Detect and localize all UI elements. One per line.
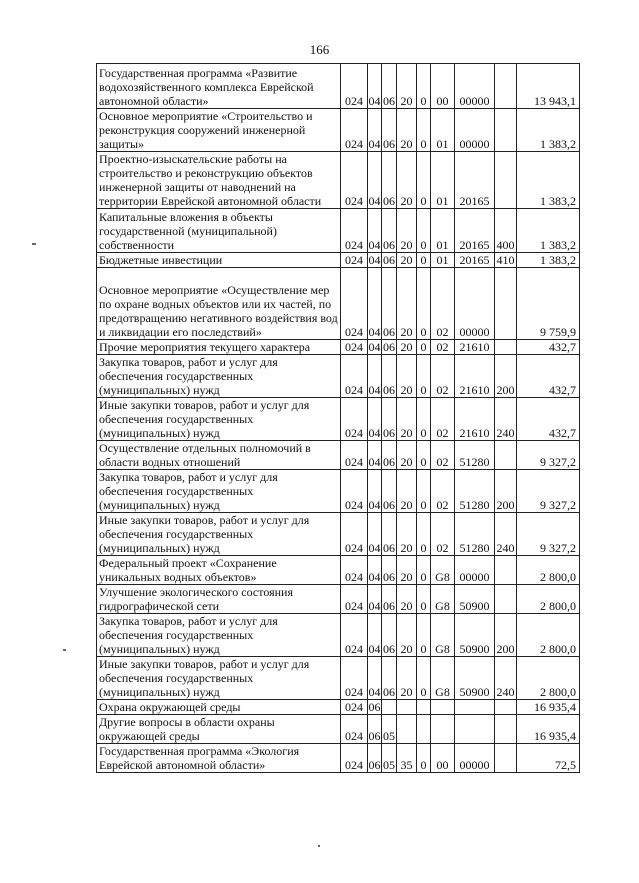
cell-pr: 06 bbox=[382, 470, 397, 513]
cell-name: Охрана окружающей среды bbox=[97, 700, 341, 715]
cell-vr: 200 bbox=[495, 355, 517, 398]
cell-event: G8 bbox=[431, 585, 455, 614]
cell-name: Федеральный проект «Сохранение уникальных водных объектов» bbox=[97, 556, 341, 585]
cell-program bbox=[397, 715, 417, 744]
margin-mark bbox=[32, 243, 36, 245]
table-row bbox=[97, 64, 580, 109]
table-row bbox=[97, 585, 580, 614]
table-row bbox=[97, 715, 580, 744]
cell-subprogram: 0 bbox=[417, 441, 431, 470]
cell-name: Проектно-изыскательские работы на строительство и реконструкцию объектов инженерной защиты от наводнений на территории Еврейской автономной области bbox=[97, 152, 341, 209]
cell-rz: 04 bbox=[368, 152, 382, 209]
cell-amount: 432,7 bbox=[517, 355, 580, 398]
cell-program: 20 bbox=[397, 64, 417, 109]
cell-pr: 06 bbox=[382, 64, 397, 109]
cell-event: 02 bbox=[431, 268, 455, 340]
cell-direction: 51280 bbox=[455, 513, 495, 556]
cell-vr bbox=[495, 715, 517, 744]
cell-subprogram: 0 bbox=[417, 556, 431, 585]
cell-program: 20 bbox=[397, 513, 417, 556]
cell-vr bbox=[495, 700, 517, 715]
cell-direction: 21610 bbox=[455, 340, 495, 355]
cell-direction: 00000 bbox=[455, 268, 495, 340]
cell-rz: 04 bbox=[368, 209, 382, 253]
cell-amount: 1 383,2 bbox=[517, 209, 580, 253]
cell-name: Иные закупки товаров, работ и услуг для обеспечения государственных (муниципальных) нужд bbox=[97, 513, 341, 556]
cell-rz: 04 bbox=[368, 513, 382, 556]
cell-grbs: 024 bbox=[341, 268, 368, 340]
table-row bbox=[97, 700, 580, 715]
cell-rz: 04 bbox=[368, 355, 382, 398]
cell-subprogram: 0 bbox=[417, 152, 431, 209]
cell-direction bbox=[455, 700, 495, 715]
cell-vr bbox=[495, 152, 517, 209]
cell-amount: 72,5 bbox=[517, 744, 580, 773]
cell-direction: 00000 bbox=[455, 109, 495, 152]
cell-pr: 06 bbox=[382, 585, 397, 614]
cell-rz: 04 bbox=[368, 614, 382, 657]
cell-event: 01 bbox=[431, 109, 455, 152]
cell-event: G8 bbox=[431, 614, 455, 657]
cell-subprogram: 0 bbox=[417, 585, 431, 614]
table-body bbox=[97, 64, 580, 773]
cell-subprogram: 0 bbox=[417, 513, 431, 556]
cell-vr: 200 bbox=[495, 470, 517, 513]
cell-grbs: 024 bbox=[341, 64, 368, 109]
cell-vr bbox=[495, 109, 517, 152]
cell-name: Закупка товаров, работ и услуг для обеспечения государственных (муниципальных) нужд bbox=[97, 355, 341, 398]
cell-grbs: 024 bbox=[341, 152, 368, 209]
cell-amount: 16 935,4 bbox=[517, 700, 580, 715]
cell-amount: 9 327,2 bbox=[517, 441, 580, 470]
cell-program: 20 bbox=[397, 556, 417, 585]
cell-pr: 06 bbox=[382, 657, 397, 700]
cell-name: Улучшение экологического состояния гидрографической сети bbox=[97, 585, 341, 614]
cell-vr bbox=[495, 64, 517, 109]
table-row bbox=[97, 209, 580, 253]
page-number: 166 bbox=[309, 42, 330, 57]
table-row bbox=[97, 268, 580, 340]
cell-rz: 04 bbox=[368, 470, 382, 513]
cell-vr bbox=[495, 268, 517, 340]
cell-direction: 51280 bbox=[455, 441, 495, 470]
cell-vr: 200 bbox=[495, 614, 517, 657]
cell-name: Основное мероприятие «Осуществление мер по охране водных объектов или их частей, по предотвращению негативного воздействия вод и ликвидации его последствий» bbox=[97, 268, 341, 340]
cell-name: Капитальные вложения в объекты государственной (муниципальной) собственности bbox=[97, 209, 341, 253]
cell-rz: 04 bbox=[368, 556, 382, 585]
cell-vr: 400 bbox=[495, 209, 517, 253]
cell-pr: 06 bbox=[382, 441, 397, 470]
cell-subprogram: 0 bbox=[417, 340, 431, 355]
cell-event: 02 bbox=[431, 340, 455, 355]
cell-amount: 432,7 bbox=[517, 398, 580, 441]
cell-program: 20 bbox=[397, 109, 417, 152]
cell-grbs: 024 bbox=[341, 513, 368, 556]
cell-subprogram: 0 bbox=[417, 355, 431, 398]
margin-mark bbox=[318, 845, 320, 847]
cell-pr: 06 bbox=[382, 152, 397, 209]
cell-event bbox=[431, 700, 455, 715]
cell-pr: 06 bbox=[382, 513, 397, 556]
cell-event: 02 bbox=[431, 470, 455, 513]
cell-subprogram: 0 bbox=[417, 470, 431, 513]
table-row bbox=[97, 152, 580, 209]
cell-amount: 1 383,2 bbox=[517, 253, 580, 268]
cell-grbs: 024 bbox=[341, 700, 368, 715]
cell-grbs: 024 bbox=[341, 657, 368, 700]
cell-rz: 06 bbox=[368, 744, 382, 773]
cell-rz: 06 bbox=[368, 700, 381, 714]
cell-name: Закупка товаров, работ и услуг для обеспечения государственных (муниципальных) нужд bbox=[97, 614, 341, 657]
cell-vr bbox=[495, 441, 517, 470]
cell-direction: 50900 bbox=[455, 585, 495, 614]
cell-vr: 410 bbox=[496, 253, 515, 267]
cell-grbs: 024 bbox=[341, 470, 368, 513]
cell-name: Иные закупки товаров, работ и услуг для обеспечения государственных (муниципальных) нужд bbox=[97, 657, 341, 700]
cell-subprogram: 0 bbox=[417, 268, 431, 340]
cell-grbs: 024 bbox=[341, 556, 368, 585]
cell-pr: 06 bbox=[382, 209, 397, 253]
cell-amount: 2 800,0 bbox=[517, 657, 580, 700]
cell-vr bbox=[495, 556, 517, 585]
cell-program: 20 bbox=[397, 355, 417, 398]
cell-event: 02 bbox=[431, 398, 455, 441]
budget-table bbox=[96, 63, 580, 773]
cell-vr bbox=[495, 340, 517, 355]
table-row bbox=[97, 253, 580, 268]
cell-amount: 9 327,2 bbox=[517, 470, 580, 513]
cell-direction: 51280 bbox=[455, 470, 495, 513]
cell-amount: 2 800,0 bbox=[517, 614, 580, 657]
cell-rz: 04 bbox=[368, 398, 382, 441]
cell-program: 20 bbox=[397, 398, 417, 441]
cell-pr: 06 bbox=[382, 398, 397, 441]
cell-name: Прочие мероприятия текущего характера bbox=[97, 340, 341, 355]
cell-program: 20 bbox=[397, 209, 417, 253]
cell-grbs: 024 bbox=[341, 209, 368, 253]
cell-grbs: 024 bbox=[341, 614, 368, 657]
cell-amount: 1 383,2 bbox=[517, 152, 580, 209]
table-row bbox=[97, 744, 580, 773]
cell-amount: 13 943,1 bbox=[517, 64, 580, 109]
cell-direction: 20165 bbox=[455, 253, 495, 268]
cell-pr: 05 bbox=[382, 744, 397, 773]
cell-pr: 06 bbox=[382, 268, 397, 340]
cell-subprogram: 0 bbox=[417, 744, 431, 773]
cell-direction: 20165 bbox=[455, 209, 495, 253]
cell-event: 02 bbox=[431, 355, 455, 398]
cell-grbs: 024 bbox=[341, 355, 368, 398]
cell-subprogram bbox=[417, 715, 431, 744]
cell-name: Государственная программа «Развитие водохозяйственного комплекса Еврейской автономной области» bbox=[97, 64, 341, 109]
cell-pr: 06 bbox=[382, 109, 397, 152]
cell-rz: 04 bbox=[368, 585, 382, 614]
cell-grbs: 024 bbox=[341, 715, 368, 744]
cell-program: 35 bbox=[397, 744, 417, 773]
cell-rz: 04 bbox=[368, 441, 382, 470]
cell-name: Закупка товаров, работ и услуг для обеспечения государственных (муниципальных) нужд bbox=[97, 470, 341, 513]
cell-amount: 16 935,4 bbox=[517, 715, 580, 744]
cell-pr: 06 bbox=[383, 340, 395, 354]
table-row bbox=[97, 340, 580, 355]
table-row bbox=[97, 398, 580, 441]
table-row bbox=[97, 513, 580, 556]
cell-name: Другие вопросы в области охраны окружающей среды bbox=[97, 715, 341, 744]
cell-vr: 240 bbox=[495, 657, 517, 700]
cell-event: 02 bbox=[431, 441, 455, 470]
cell-vr: 240 bbox=[495, 398, 517, 441]
cell-event bbox=[431, 715, 455, 744]
table-row bbox=[97, 556, 580, 585]
cell-event: 02 bbox=[431, 513, 455, 556]
cell-amount: 1 383,2 bbox=[517, 109, 580, 152]
cell-rz: 04 bbox=[368, 657, 382, 700]
cell-amount: 9 327,2 bbox=[517, 513, 580, 556]
cell-name: Осуществление отдельных полномочий в области водных отношений bbox=[97, 441, 341, 470]
cell-program: 20 bbox=[397, 268, 417, 340]
cell-program: 20 bbox=[397, 441, 417, 470]
cell-pr: 06 bbox=[383, 253, 395, 267]
cell-program: 20 bbox=[397, 253, 417, 268]
cell-grbs: 024 bbox=[341, 253, 368, 268]
cell-vr bbox=[495, 585, 517, 614]
cell-rz: 04 bbox=[368, 268, 382, 340]
table-row bbox=[97, 109, 580, 152]
cell-program: 20 bbox=[397, 470, 417, 513]
cell-direction: 50900 bbox=[455, 614, 495, 657]
cell-direction: 20165 bbox=[455, 152, 495, 209]
cell-pr: 06 bbox=[382, 614, 397, 657]
cell-event: G8 bbox=[431, 556, 455, 585]
cell-amount: 432,7 bbox=[517, 340, 580, 355]
cell-direction: 21610 bbox=[455, 398, 495, 441]
cell-subprogram: 0 bbox=[417, 64, 431, 109]
cell-grbs: 024 bbox=[341, 744, 368, 773]
cell-amount: 2 800,0 bbox=[517, 585, 580, 614]
cell-event: 01 bbox=[431, 152, 455, 209]
cell-direction: 50900 bbox=[455, 657, 495, 700]
cell-event: 00 bbox=[431, 64, 455, 109]
cell-program bbox=[397, 700, 417, 715]
cell-name: Государственная программа «Экология Еврейской автономной области» bbox=[97, 744, 341, 773]
table-row bbox=[97, 355, 580, 398]
cell-direction bbox=[455, 715, 495, 744]
cell-direction: 00000 bbox=[455, 556, 495, 585]
cell-grbs: 024 bbox=[341, 340, 368, 355]
cell-pr bbox=[382, 700, 397, 715]
cell-name: Бюджетные инвестиции bbox=[97, 253, 341, 268]
cell-name: Иные закупки товаров, работ и услуг для обеспечения государственных (муниципальных) нужд bbox=[97, 398, 341, 441]
cell-direction: 00000 bbox=[455, 64, 495, 109]
cell-subprogram bbox=[417, 700, 431, 715]
cell-name: Основное мероприятие «Строительство и реконструкция сооружений инженерной защиты» bbox=[97, 109, 341, 152]
table-row bbox=[97, 657, 580, 700]
cell-subprogram: 0 bbox=[417, 657, 431, 700]
cell-grbs: 024 bbox=[341, 109, 368, 152]
cell-grbs: 024 bbox=[341, 441, 368, 470]
cell-direction: 21610 bbox=[455, 355, 495, 398]
cell-vr: 240 bbox=[495, 513, 517, 556]
cell-event: G8 bbox=[431, 657, 455, 700]
cell-rz: 04 bbox=[368, 253, 381, 267]
cell-vr bbox=[495, 744, 517, 773]
cell-grbs: 024 bbox=[341, 585, 368, 614]
cell-subprogram: 0 bbox=[417, 209, 431, 253]
cell-pr: 06 bbox=[382, 355, 397, 398]
cell-subprogram: 0 bbox=[417, 109, 431, 152]
margin-mark bbox=[63, 649, 66, 651]
cell-program: 20 bbox=[397, 657, 417, 700]
cell-event: 00 bbox=[431, 744, 455, 773]
table-row bbox=[97, 614, 580, 657]
cell-rz: 04 bbox=[368, 64, 382, 109]
cell-subprogram: 0 bbox=[417, 253, 431, 268]
cell-pr: 06 bbox=[382, 556, 397, 585]
cell-pr: 05 bbox=[382, 715, 397, 744]
cell-event: 01 bbox=[431, 209, 455, 253]
cell-subprogram: 0 bbox=[417, 398, 431, 441]
cell-program: 20 bbox=[397, 614, 417, 657]
table-row bbox=[97, 470, 580, 513]
cell-rz: 04 bbox=[368, 109, 382, 152]
cell-direction: 00000 bbox=[455, 744, 495, 773]
cell-rz: 06 bbox=[368, 715, 382, 744]
cell-rz: 04 bbox=[368, 340, 381, 354]
cell-amount: 2 800,0 bbox=[517, 556, 580, 585]
table-row bbox=[97, 441, 580, 470]
cell-program: 20 bbox=[397, 152, 417, 209]
cell-program: 20 bbox=[397, 340, 417, 355]
cell-grbs: 024 bbox=[341, 398, 368, 441]
cell-program: 20 bbox=[397, 585, 417, 614]
cell-amount: 9 759,9 bbox=[517, 268, 580, 340]
cell-subprogram: 0 bbox=[417, 614, 431, 657]
cell-event: 01 bbox=[431, 253, 455, 268]
